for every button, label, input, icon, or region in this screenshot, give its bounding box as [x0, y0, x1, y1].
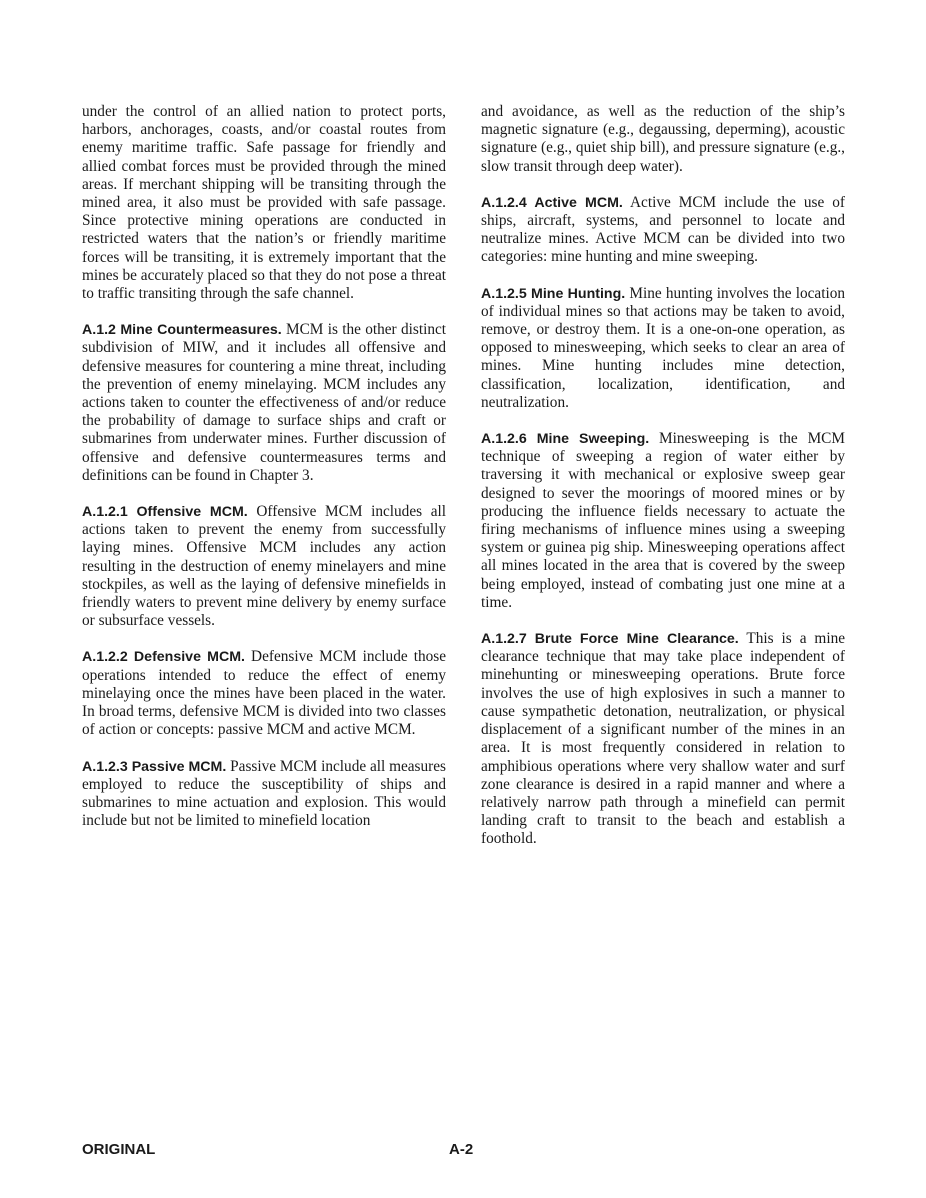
section-active-mcm — [481, 194, 845, 267]
section-mine-sweeping — [481, 430, 845, 612]
left-column — [82, 103, 446, 848]
paragraph-text: and avoidance, as well as the reduction of the ship’s magnetic signature (e.g., degaussing, deperming), acoustic signature (e.g., quiet ship bill), and pressure signature (e.g., slow transit through deep water). — [481, 103, 845, 175]
section-heading: A.1.2.5 Mine Hunting. — [481, 285, 626, 302]
paragraph-text: under the control of an allied nation to protect ports, harbors, anchorages, coasts, and/or coastal routes from enemy maritime traffic. Safe passage for friendly and allied combat forces must be provided through the mined areas. If merchant shipping will be transiting through the mined area, it also must be provided with safe passage. Since protective mining operations are conducted in restricted waters that the nation’s or friendly maritime forces will be transiting, it is extremely important that the mines be accurately placed so that they do not pose a threat to traffic transiting through the safe channel. — [82, 103, 446, 303]
section-heading: A.1.2.6 Mine Sweeping. — [481, 431, 650, 448]
section-mine-countermeasures — [82, 321, 446, 485]
section-passive-mcm — [82, 758, 446, 831]
section-heading: A.1.2.1 Offensive MCM. — [82, 504, 248, 521]
footer-edition-label: ORIGINAL — [82, 1141, 156, 1158]
section-brute-force-mine-clearance — [481, 630, 845, 848]
section-body: Minesweeping is the MCM technique of sweeping a region of water either by traversing it with mechanical or explosive sweep gear designed to sever the moorings of moored mines or by producing the influence fields necessary to actuate the firing mechanisms of influence mines using a sweeping system or guinea pig ship. Minesweeping operations affect all mines located in the area that is covered by the sweep being employed, instead of combating just one mine at a time. — [481, 430, 845, 611]
section-heading: A.1.2.4 Active MCM. — [481, 194, 623, 211]
section-heading: A.1.2.3 Passive MCM. — [82, 758, 227, 775]
page-number: A-2 — [449, 1141, 474, 1158]
section-body: Offensive MCM includes all actions taken to prevent the enemy from successfully laying mines. Offensive MCM includes any action resulting in the destruction of enemy minelayers and mine stockpiles, as well as the laying of defensive minefields in friendly waters to prevent mine delivery by enemy surface or subsurface vessels. — [82, 503, 446, 630]
section-body: Active MCM include the use of ships, aircraft, systems, and personnel to locate and neutralize mines. Active MCM can be divided into two categories: mine hunting and mine sweeping. — [481, 193, 845, 266]
right-column — [481, 103, 845, 867]
section-body: This is a mine clearance technique that may take place independent of minehunting or minesweeping operations. Brute force involves the use of high explosives in such a manner to cause sympathetic detonation, neutralization, or physical displacement of a significant number of the mines in an area. It is most frequently considered in relation to amphibious operations where very shallow water and surf zone clearance is desired in a rapid manner and where a relatively narrow path through a minefield can permit landing craft to transit to the beach and establish a foothold. — [481, 630, 846, 848]
section-body: MCM is the other distinct subdivision of MIW, and it includes all offensive and defensive measures for countering a mine threat, including the prevention of enemy minelaying. MCM includes any actions taken to counter the effectiveness of and/or reduce the probability of damage to surface ships and craft or submarines from underwater mines. Further discussion of offensive and defensive countermeasures terms and definitions can be found in Chapter 3. — [82, 321, 447, 484]
paragraph-continued — [481, 103, 845, 176]
section-heading: A.1.2.7 Brute Force Mine Clearance. — [481, 631, 739, 648]
section-mine-hunting — [481, 285, 845, 412]
paragraph-continued — [82, 103, 446, 303]
section-heading: A.1.2 Mine Countermeasures. — [82, 322, 282, 339]
section-body: Defensive MCM include those operations intended to reduce the effect of enemy minelaying once the mines have been placed in the water. In broad terms, defensive MCM is divided into two classes of action or concepts: passive MCM and active MCM. — [82, 648, 446, 739]
section-body: Mine hunting involves the location of individual mines so that actions may be taken to avoid, remove, or destroy them. It is a one-on-one operation, as opposed to minesweeping, which seeks to clear an area of mines. Mine hunting includes mine detection, classification, localization, identification, and neutralization. — [481, 284, 845, 411]
section-offensive-mcm — [82, 503, 446, 630]
section-heading: A.1.2.2 Defensive MCM. — [82, 649, 245, 666]
section-defensive-mcm — [82, 648, 446, 739]
section-body: Passive MCM include all measures employed to reduce the susceptibility of ships and submarines to mine actuation and explosion. This would include but not be limited to minefield location — [82, 757, 446, 830]
